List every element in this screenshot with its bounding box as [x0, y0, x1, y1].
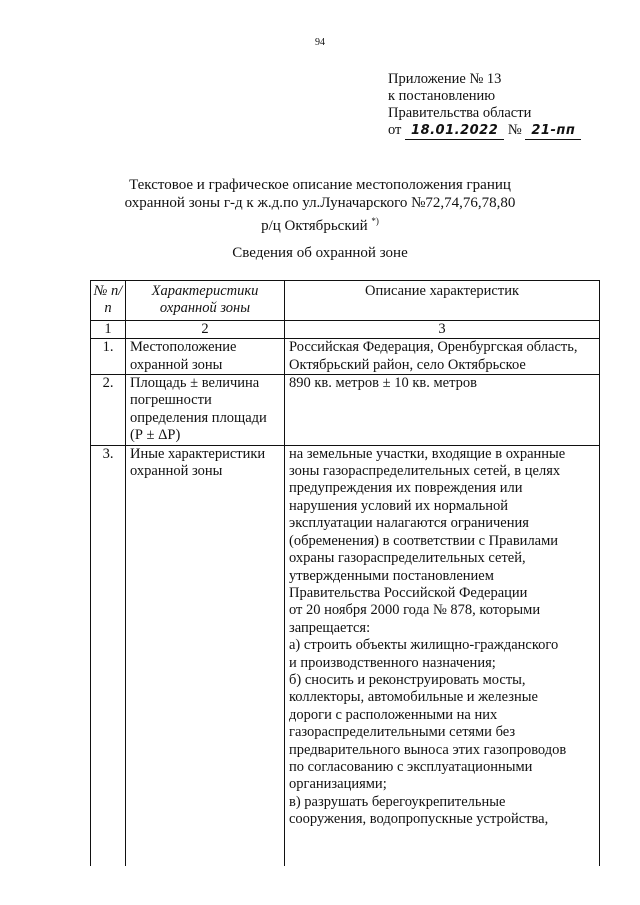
description-line: от 20 ноября 2000 года № 878, которыми: [289, 602, 541, 619]
appendix-line-2: к постановлению: [388, 88, 496, 104]
header-num: № п/п: [91, 281, 126, 321]
description-line: в) разрушать берегоукрепительные: [289, 793, 506, 810]
description-line: нарушения условий их нормальной: [289, 497, 509, 514]
handwritten-number: 21-пп: [525, 122, 581, 140]
row-characteristic: Иные характеристики охранной зоны: [126, 445, 285, 866]
document-title: [0, 176, 640, 235]
appendix-block: [388, 71, 581, 140]
row-characteristic: Местоположение охранной зоны: [126, 339, 285, 375]
footnote-mark: *): [371, 216, 379, 226]
handwritten-date: 18.01.2022: [405, 122, 504, 140]
row-description: 890 кв. метров ± 10 кв. метров: [285, 375, 600, 446]
description-line: (обременения) в соответствии с Правилами: [289, 532, 559, 549]
row-description: [285, 445, 600, 866]
table-row: [91, 445, 600, 866]
row-description: Российская Федерация, Оренбургская область, Октябрьский район, село Октябрьское: [285, 339, 600, 375]
row-num: 1.: [91, 339, 126, 375]
column-number: 1: [91, 320, 126, 338]
appendix-line-3: Правительства области: [388, 105, 532, 121]
description-line: газораспределительными сетями без: [289, 724, 516, 741]
description-line: б) сносить и реконструировать мосты,: [289, 671, 526, 688]
description-line: по согласованию с эксплуатационными: [289, 758, 533, 775]
description-line: сооружения, водопропускные устройства,: [289, 811, 549, 828]
row-num: 3.: [91, 445, 126, 866]
description-line: предварительного выноса этих газопроводов: [289, 741, 567, 758]
description-line: зоны газораспределительных сетей, в целях: [289, 463, 561, 480]
date-prefix: от: [388, 122, 402, 138]
description-line: Правительства Российской Федерации: [289, 584, 528, 601]
title-line-1: Текстовое и графическое описание местоположения границ: [129, 177, 511, 193]
description-line: эксплуатации налагаются ограничения: [289, 515, 529, 532]
column-number-row: [91, 320, 600, 338]
description-line: а) строить объекты жилищно-гражданского: [289, 637, 559, 654]
appendix-date-line: [388, 122, 581, 140]
appendix-line-1: Приложение № 13: [388, 71, 502, 87]
description-line: предупреждения их повреждения или: [289, 480, 523, 497]
table-header-row: [91, 281, 600, 321]
description-line: на земельные участки, входящие в охранные: [289, 445, 566, 462]
table-row: [91, 375, 600, 446]
description-line: и производственного назначения;: [289, 654, 496, 671]
page-number: 94: [315, 37, 325, 48]
number-prefix: №: [507, 122, 522, 138]
description-line: коллекторы, автомобильные и железные: [289, 689, 538, 706]
row-num: 2.: [91, 375, 126, 446]
title-line-3: [0, 212, 640, 235]
column-number: 3: [285, 320, 600, 338]
header-characteristic: Характеристики охранной зоны: [126, 281, 285, 321]
section-title: Сведения об охранной зоне: [232, 245, 408, 261]
description-line: охраны газораспределительных сетей,: [289, 550, 526, 567]
description-line: запрещается:: [289, 619, 371, 636]
title-line-2: охранной зоны г-д к ж.д.по ул.Луначарского №72,74,76,78,80: [124, 195, 516, 211]
header-description: Описание характеристик: [285, 281, 600, 321]
description-line: утвержденными постановлением: [289, 567, 494, 584]
table-row: [91, 339, 600, 375]
column-number: 2: [126, 320, 285, 338]
description-line: дороги с расположенными на них: [289, 706, 498, 723]
description-line: организациями;: [289, 776, 387, 793]
row-characteristic: Площадь ± величина погрешности определения площади (Р ± ΔР): [126, 375, 285, 446]
zone-info-table: [90, 280, 600, 866]
title-line-3-text: р/ц Октябрьский: [261, 218, 368, 234]
